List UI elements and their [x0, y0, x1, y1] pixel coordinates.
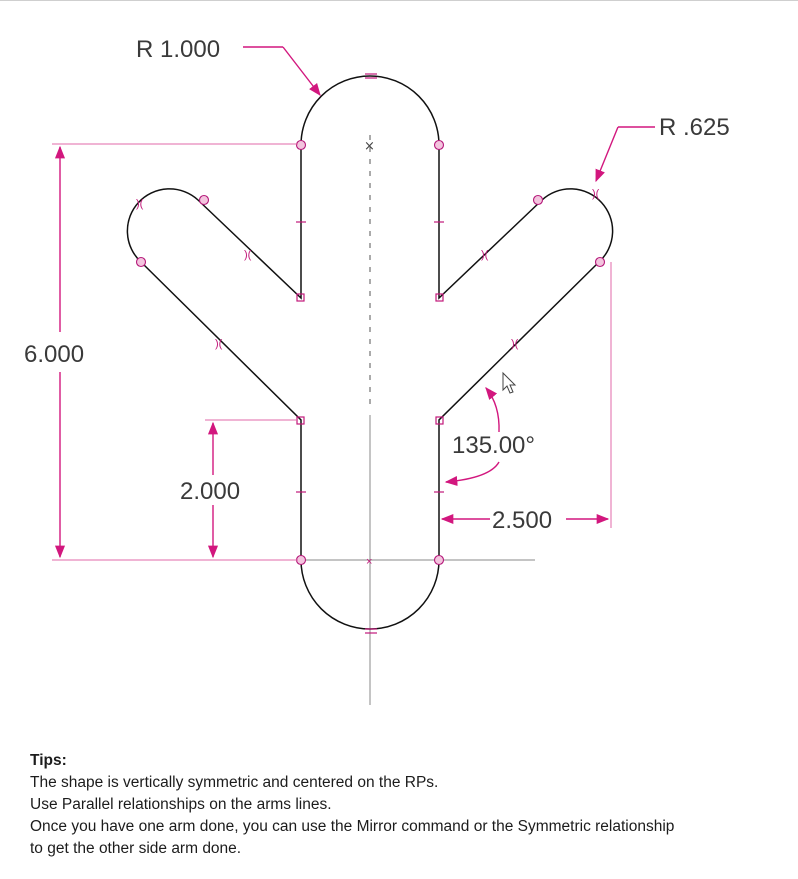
tip-line: to get the other side arm done. [30, 840, 242, 857]
tip-line: Once you have one arm done, you can use the Mirror command or the Symmetric relationship [30, 818, 675, 835]
height-6000-dimension[interactable] [24, 144, 298, 560]
angle-135-dimension[interactable] [446, 388, 535, 482]
radius-625-label[interactable]: R .625 [659, 114, 730, 141]
angle-135-label[interactable]: 135.00° [452, 432, 536, 459]
center-x-mark: × [364, 139, 375, 154]
svg-text:×: × [366, 556, 373, 568]
svg-text:)(: )( [244, 249, 252, 261]
height-2000-label[interactable]: 2.000 [180, 478, 241, 505]
svg-text:)(: )( [511, 338, 519, 350]
height-6000-label[interactable]: 6.000 [24, 341, 85, 368]
tip-line: Use Parallel relationships on the arms lines. [30, 796, 332, 813]
height-2000-dimension[interactable] [180, 420, 298, 557]
cursor-icon [503, 373, 515, 393]
width-2500-label[interactable]: 2.500 [492, 507, 553, 534]
svg-text:)(: )( [481, 249, 489, 261]
tips-section [30, 750, 790, 860]
radius-1000-label[interactable]: R 1.000 [136, 36, 221, 63]
radius-625-dimension[interactable] [596, 114, 730, 181]
svg-text:)(: )( [215, 338, 223, 350]
svg-text:)(: )( [136, 198, 144, 210]
svg-text:)(: )( [592, 188, 600, 200]
width-2500-dimension[interactable] [442, 262, 611, 534]
radius-1000-dimension[interactable] [136, 36, 320, 95]
tips-title: Tips: [30, 752, 67, 769]
tip-line: The shape is vertically symmetric and centered on the RPs. [30, 774, 439, 791]
